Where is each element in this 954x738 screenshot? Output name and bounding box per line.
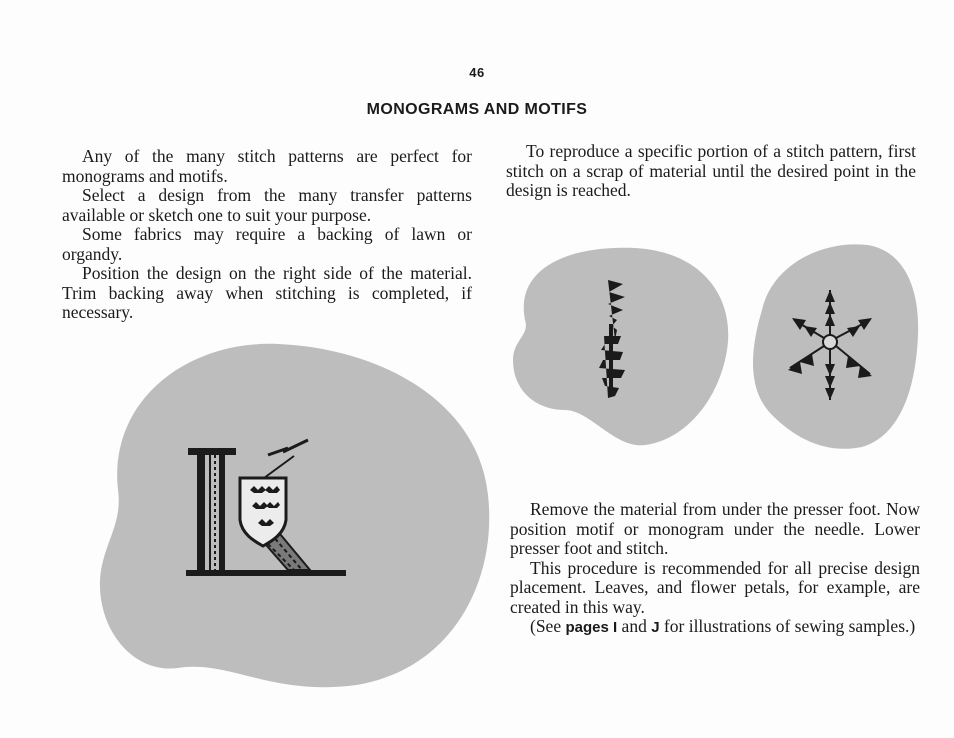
snowflake-figure	[742, 240, 922, 455]
fabric-swatch	[513, 248, 728, 446]
page-title: MONOGRAMS AND MOTIFS	[366, 101, 588, 118]
page-j-reference: J	[651, 619, 660, 636]
right-text-column-bottom	[510, 500, 920, 638]
and-text: and	[617, 616, 652, 636]
paragraph	[510, 617, 920, 638]
pages-reference: pages I	[565, 619, 618, 636]
paragraph: Remove the material from under the presser foot. Now position motif or monogram under the needle. Lower presser foot and stitch.	[510, 499, 920, 558]
paragraph: To reproduce a specific portion of a stitch pattern, first stitch on a scrap of material until the desired point in the design is reached.	[506, 141, 916, 200]
left-text-column	[62, 147, 472, 323]
monogram-k-figure	[78, 330, 518, 700]
paragraph: Position the design on the right side of the material. Trim backing away when stitching is completed, if necessary.	[62, 263, 472, 322]
right-text-column-top	[506, 142, 916, 201]
paragraph: Some fabrics may require a backing of lawn or organdy.	[62, 224, 472, 264]
partial-stitch-figure	[505, 240, 745, 450]
paragraph: This procedure is recommended for all precise design placement. Leaves, and flower petals, for example, are created in this way.	[510, 557, 920, 617]
paragraph: Select a design from the many transfer patterns available or sketch one to suit your purpose.	[62, 185, 472, 225]
see-text: (See	[530, 616, 566, 636]
fabric-swatch	[100, 344, 489, 687]
illustrations-text: for illustrations of sewing samples.)	[659, 616, 916, 636]
paragraph: Any of the many stitch patterns are perfect for monograms and motifs.	[62, 146, 472, 186]
page-number: 46	[469, 65, 485, 80]
